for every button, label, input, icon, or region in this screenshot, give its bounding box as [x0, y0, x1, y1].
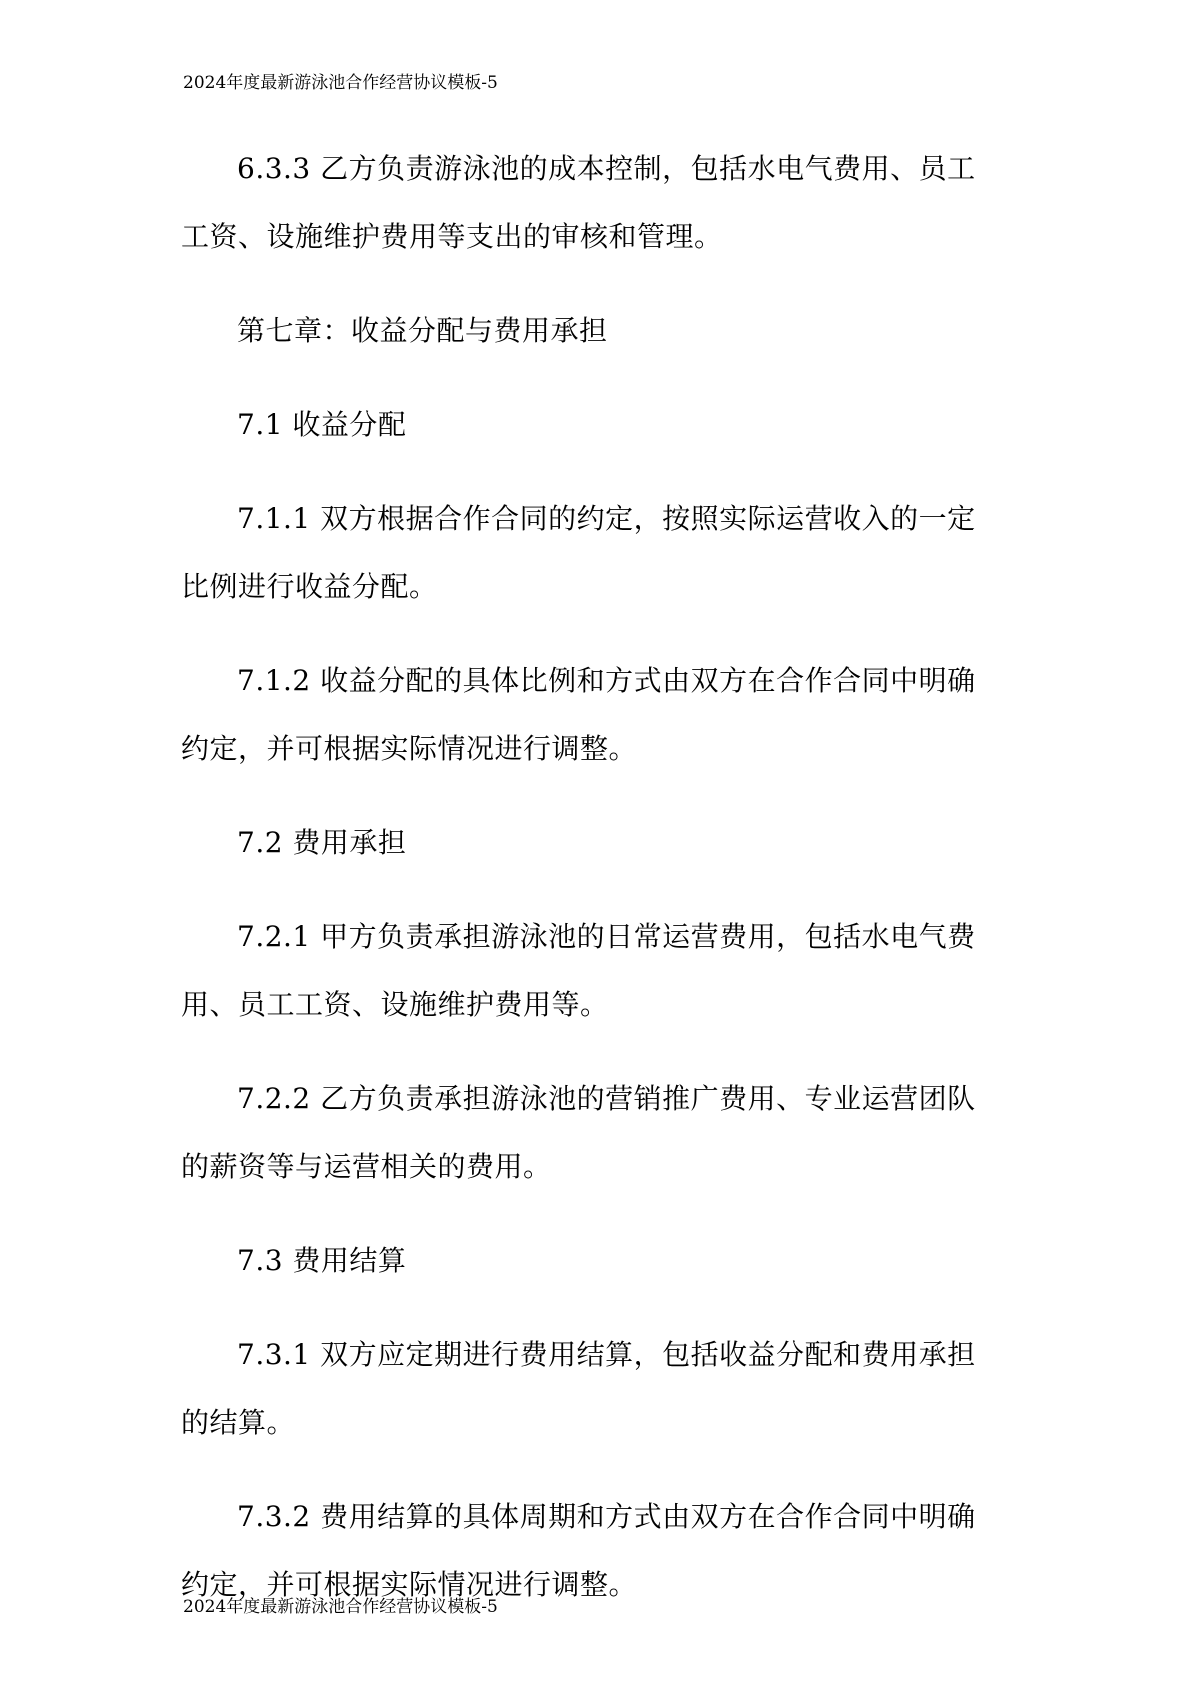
clause-7-1-1: 7.1.1 双方根据合作合同的约定，按照实际运营收入的一定比例进行收益分配。 [181, 502, 976, 603]
document-body [181, 135, 1001, 1645]
chapter-7-heading: 第七章：收益分配与费用承担 [237, 314, 608, 347]
clause-7-2-1: 7.2.1 甲方负责承担游泳池的日常运营费用，包括水电气费用、员工工资、设施维护费用等。 [181, 920, 976, 1021]
page-footer: 2024年度最新游泳池合作经营协议模板-5 [183, 1597, 498, 1617]
clause-7-2-2: 7.2.2 乙方负责承担游泳池的营销推广费用、专业运营团队的薪资等与运营相关的费用。 [181, 1082, 976, 1183]
clause-7-1-2: 7.1.2 收益分配的具体比例和方式由双方在合作合同中明确约定，并可根据实际情况进行调整。 [181, 664, 976, 765]
section-7-1-heading: 7.1 收益分配 [237, 408, 407, 441]
clause-7-3-2: 7.3.2 费用结算的具体周期和方式由双方在合作合同中明确约定，并可根据实际情况进行调整。 [181, 1500, 976, 1601]
section-7-3-heading: 7.3 费用结算 [237, 1244, 407, 1277]
clause-7-3-1: 7.3.1 双方应定期进行费用结算，包括收益分配和费用承担的结算。 [181, 1338, 976, 1439]
clause-6-3-3: 6.3.3 乙方负责游泳池的成本控制，包括水电气费用、员工工资、设施维护费用等支出的审核和管理。 [181, 152, 976, 253]
section-7-2-heading: 7.2 费用承担 [237, 826, 407, 859]
page-header: 2024年度最新游泳池合作经营协议模板-5 [183, 73, 498, 93]
